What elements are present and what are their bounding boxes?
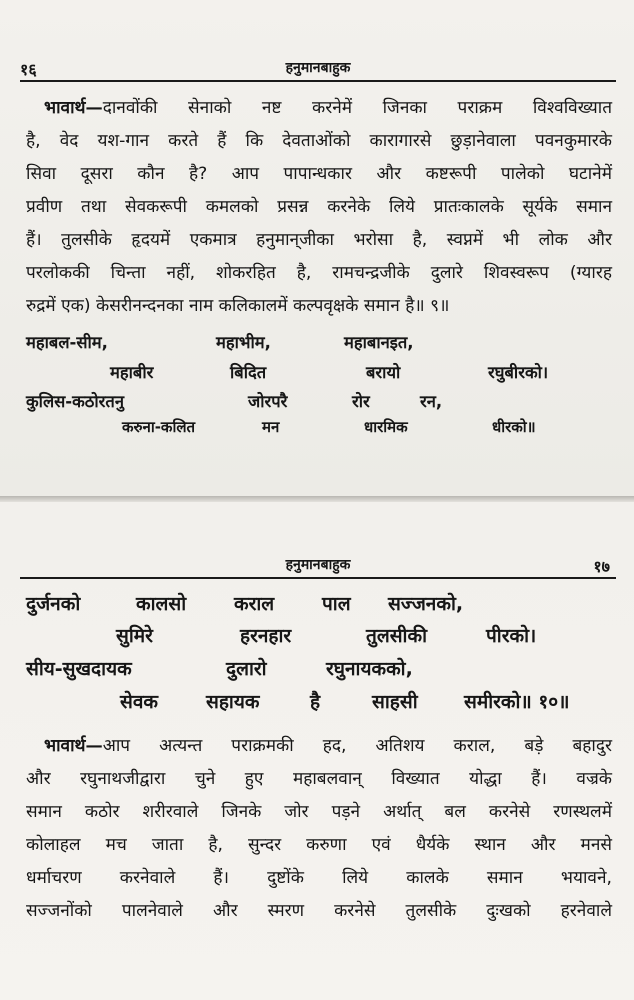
meaning-line: प्रवीण तथा सेवकरूपी कमलको प्रसन्न करनेके लिये प्रातःकालके सूर्यके समान — [26, 197, 612, 217]
page-17: हनुमानबाहुक १७ दुर्जनको कालसो कराल पाल सज्जनको, सुमिरे हरनहार तुलसीकी पीरको। सीय-सुखदायक दुलारो रघुनायकको, सेवक सहायक है साहसी समीरको॥ १०॥ भावार्थ—आप अत्यन्त पराक्रमकी हद, अतिशय कराल, बड़े बहादुर और रघुनाथजीद्वारा चुने हुए महाबलवान् विख्यात योद्धा हैं। वज्रके समान कठोर शरीरवाले जिनके जोर पड़ने अर्थात् बल करनेसे रणस्थलमें कोलाहल मच जाता है, सुन्दर करुणा एवं धैर्यके स्थान और मनसे धर्माचरण करनेवाले हैं। दुष्टोंके लिये कालके समान भयावने, सज्जनोंको पालनेवाले और स्मरण करनेसे तुलसीके दुःखको हरनेवाले — [0, 502, 634, 1000]
meaning-paragraph — [26, 92, 612, 323]
page-number: १७ — [593, 557, 610, 576]
meaning-line: रुद्रमें एक) केसरीनन्दनका नाम कलिकालमें कल्पवृक्षके समान है॥ ९॥ — [26, 296, 450, 316]
meaning-line: सज्जनोंको पालनेवाले और स्मरण करनेसे तुलसीके दुःखको हरनेवाले — [26, 901, 612, 921]
meaning-line: हैं। तुलसीके हृदयमें एकमात्र हनुमान्‌जीका भरोसा है, स्वप्नमें भी लोक और — [26, 230, 612, 250]
page-header — [20, 58, 616, 82]
page-header — [20, 555, 616, 579]
page-number: १६ — [20, 60, 37, 79]
meaning-line: परलोककी चिन्ता नहीं, शोकरहित है, रामचन्द्रजीके दुलारे शिवस्वरूप (ग्यारह — [26, 263, 612, 283]
meaning-line: समान कठोर शरीरवाले जिनके जोर पड़ने अर्थात् बल करनेसे रणस्थलमें — [26, 802, 612, 822]
meaning-paragraph — [26, 730, 612, 928]
meaning-line: और रघुनाथजीद्वारा चुने हुए महाबलवान् विख्यात योद्धा हैं। वज्रके — [26, 769, 612, 789]
meaning-line: भावार्थ—दानवोंकी सेनाको नष्ट करनेमें जिनका पराक्रम विश्वविख्यात — [44, 98, 612, 118]
meaning-line: सिवा दूसरा कौन है? आप पापान्धकार और कष्टरूपी पालेको घटानेमें — [26, 164, 612, 184]
meaning-line: है, वेद यश-गान करते हैं कि देवताओंको कारागारसे छुड़ानेवाला पवनकुमारके — [26, 131, 612, 151]
meaning-line: कोलाहल मच जाता है, सुन्दर करुणा एवं धैर्यके स्थान और मनसे — [26, 835, 612, 855]
meaning-line: भावार्थ—आप अत्यन्त पराक्रमकी हद, अतिशय कराल, बड़े बहादुर — [44, 736, 612, 756]
running-title: हनुमानबाहुक — [285, 60, 351, 76]
running-title: हनुमानबाहुक — [285, 557, 351, 573]
meaning-line: धर्माचरण करनेवाले हैं। दुष्टोंके लिये कालके समान भयावने, — [26, 868, 612, 888]
page-16: १६ हनुमानबाहुक भावार्थ—दानवोंकी सेनाको नष्ट करनेमें जिनका पराक्रम विश्वविख्यात है, वेद यश-गान करते हैं कि देवताओंको कारागारसे छुड़ानेवाला पवनकुमारके सिवा दूसरा कौन है? आप पापान्धकार और कष्टरूपी पालेको घटानेमें प्रवीण तथा सेवकरूपी कमलको प्रसन्न करनेके लिये प्रातःकालके सूर्यके समान हैं। तुलसीके हृदयमें एकमात्र हनुमान्‌जीका भरोसा है, स्वप्नमें भी लोक और परलोककी चिन्ता नहीं, शोकरहित है, रामचन्द्रजीके दुलारे शिवस्वरूप (ग्यारह रुद्रमें एक) केसरीनन्दनका नाम कलिकालमें कल्पवृक्षके समान है॥ ९॥ महाबल-सीम, महाभीम, महाबानइत, महाबीर बिदित बरायो रघुबीरको। कुलिस-कठोरतनु जोरपरै रोर रन, करुना-कलित मन धारमिक धीरको॥ — [0, 0, 634, 496]
meaning-label: भावार्थ— — [44, 736, 103, 756]
meaning-label: भावार्थ— — [44, 98, 103, 118]
